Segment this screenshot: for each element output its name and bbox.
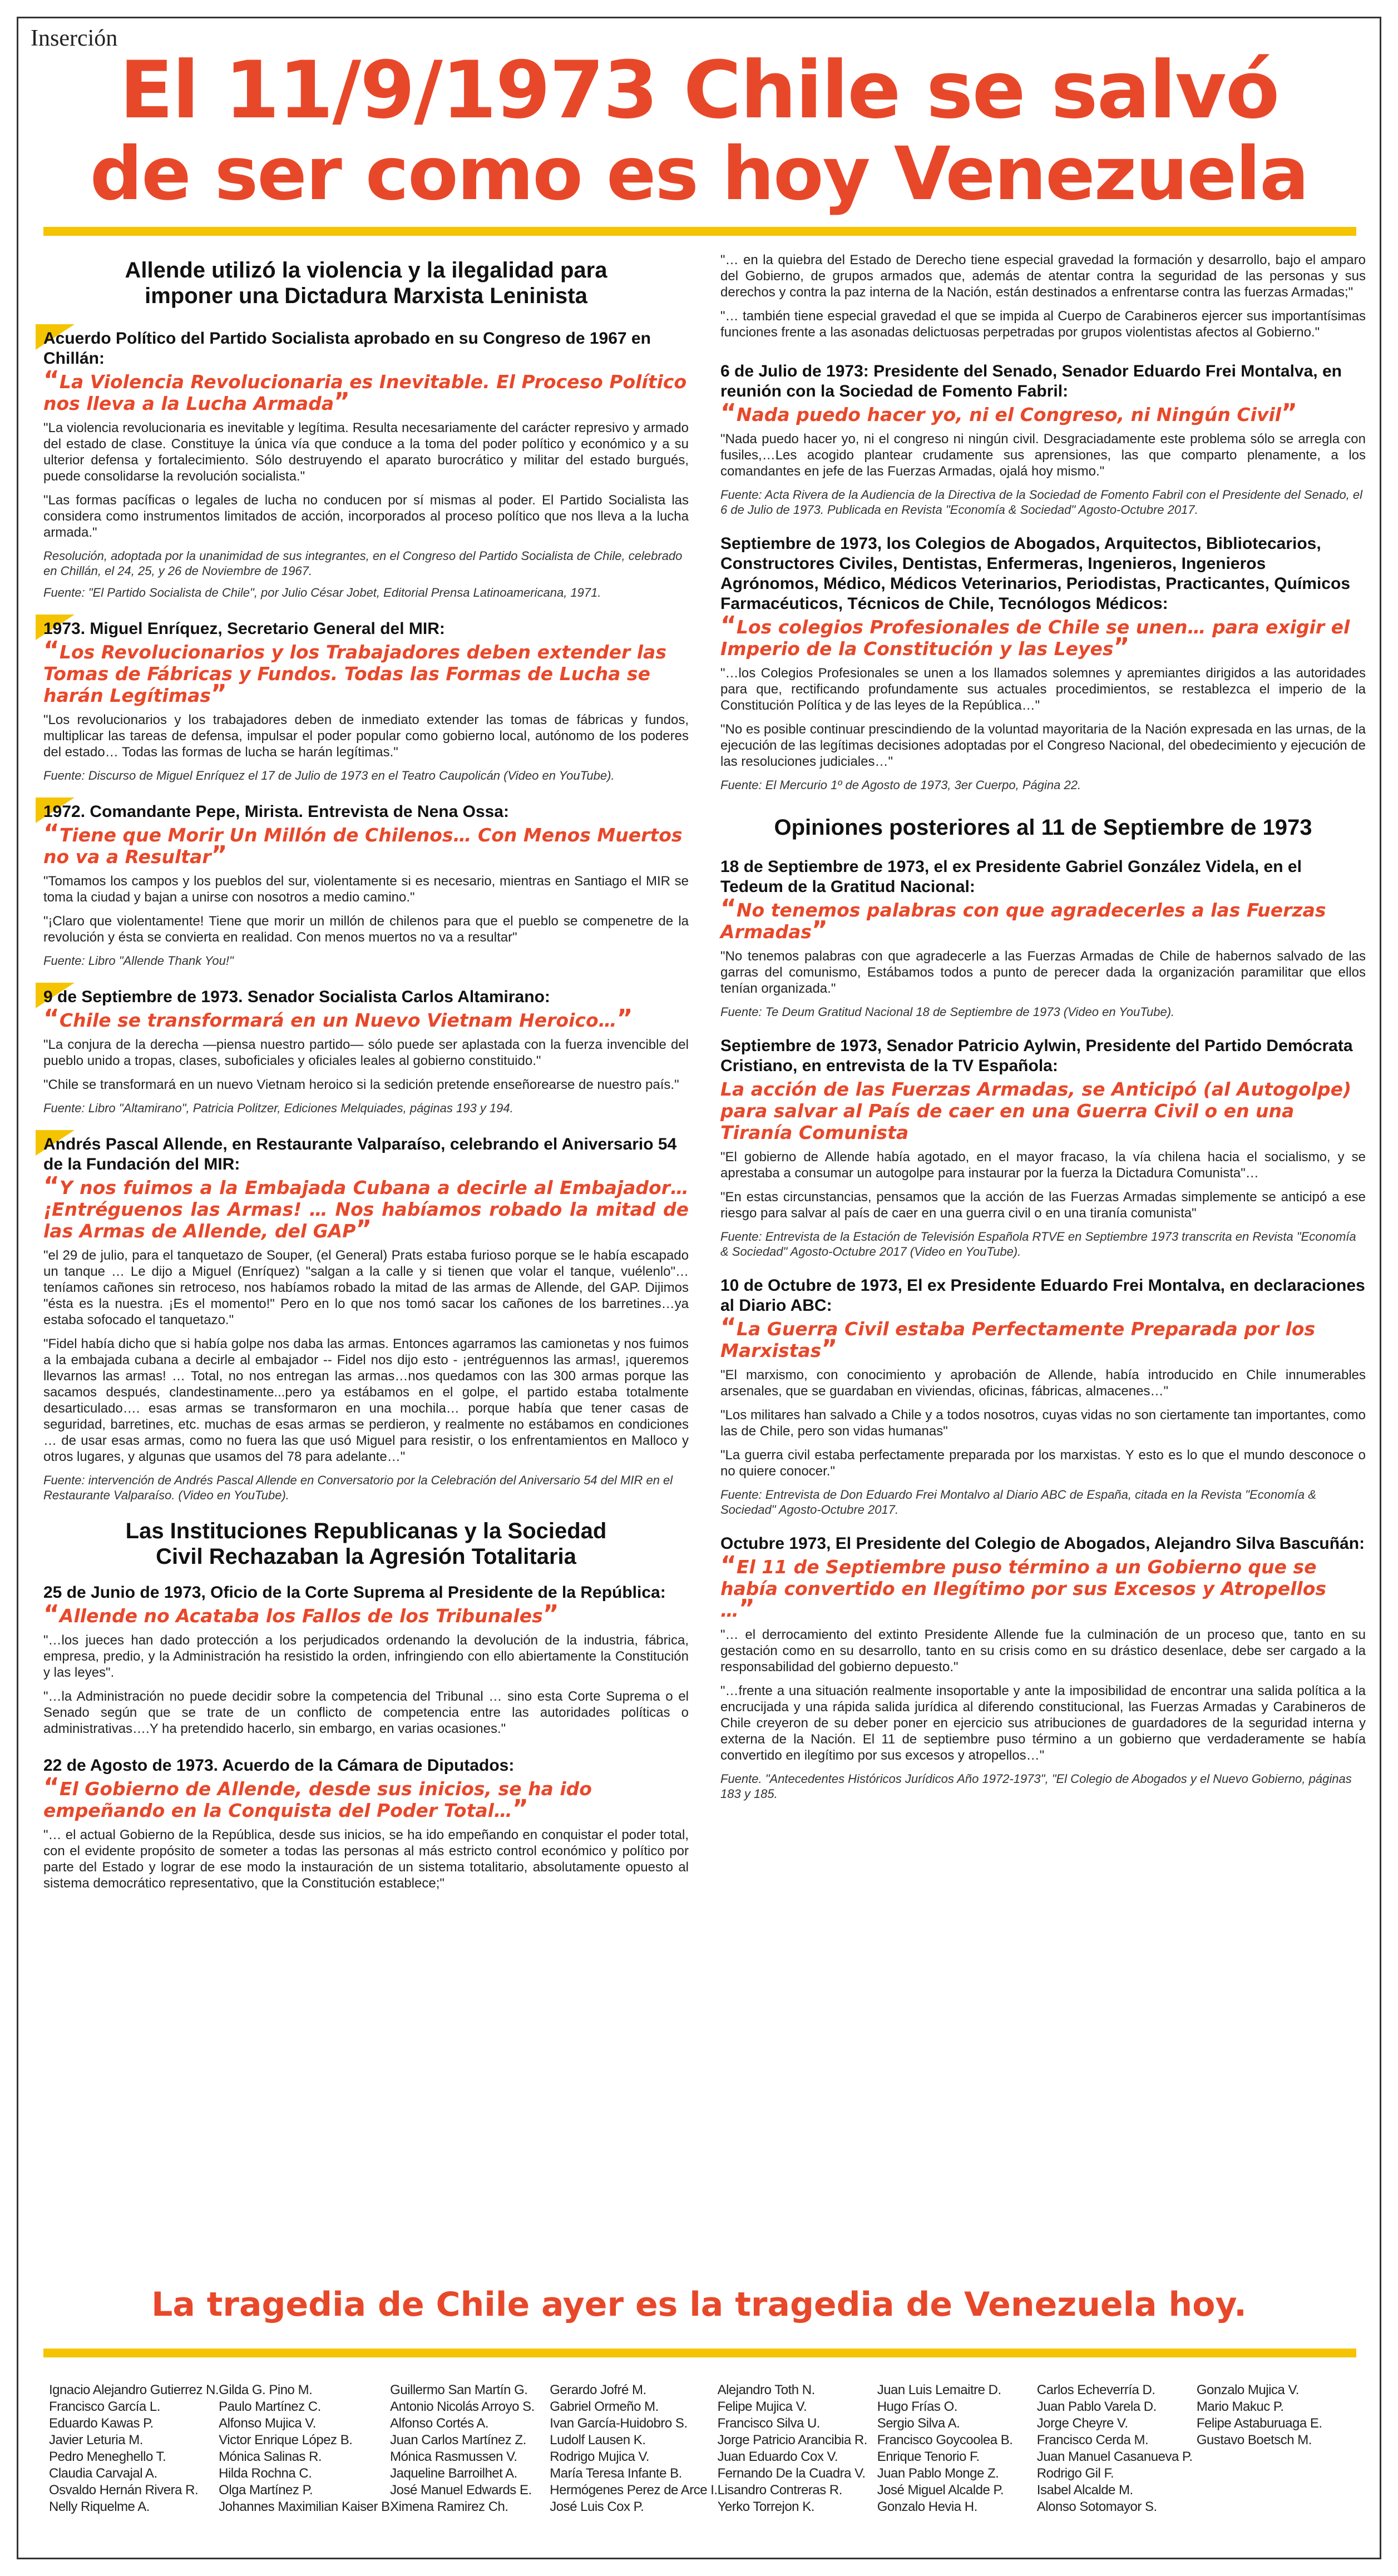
signature-name: Felipe Mujica V.	[717, 2399, 807, 2414]
signature-name: Mario Makuc P.	[1196, 2399, 1284, 2414]
signature-name: Jorge Cheyre V.	[1036, 2416, 1128, 2431]
signature-column	[1197, 2382, 1356, 2515]
top-divider	[43, 227, 1356, 236]
signature-name: Ludolf Lausen K.	[550, 2433, 646, 2448]
insercion-label: Inserción	[31, 26, 118, 51]
right-column	[720, 252, 1366, 1808]
block-heading: 22 de Agosto de 1973. Acuerdo de la Cámara de Diputados:	[43, 1756, 515, 1775]
block-frei-abc: 10 de Octubre de 1973, El ex Presidente Eduardo Frei Montalva, en declaraciones al Diario ABC: “La Guerra Civil estaba Perfectamente Preparada por los Marxistas” "El marxismo, con conocimiento y aprobación de Allende, había introducido en Chile innumerables arsenales, que se guardaban en viviendas, oficinas, fábricas, almacenes…" "Los militares han salvado a Chile y a todos nosotros, cuyas vidas no son ciertamente tan importantes, como las de Chile, pero son vidas humanas" "La guerra civil estaba perfectamente preparada por los marxistas. Y esto es lo que el mundo desconoce o no quiere conocer." Fuente: Entrevista de Don Eduardo Frei Montalvo al Diario ABC de España, citada en la Revista "Economía & Sociedad" Agosto-Octubre 2017.	[720, 1276, 1366, 1517]
block-comandante-pepe: 1972. Comandante Pepe, Mirista. Entrevista de Nena Ossa: “Tiene que Morir Un Millón de Chilenos… Con Menos Muertos no va a Resultar” "Tomamos los campos y los pueblos del sur, violentamente si es necesario, mientras en Santiago el MIR se toma la ciudad y bajan a unirse con nosotros a medio camino." "¡Claro que violentamente! Tiene que morir un millón de chilenos para que el pueblo se compenetre de la revolución y ésta se convierta en realidad. Con menos muertos no va a resultar" Fuente: Libro "Allende Thank You!"	[43, 802, 689, 968]
block-text: "Los revolucionarios y los trabajadores deben de inmediato extender las tomas de fábricas y fundos, multiplicar las tareas de defensa, impulsar el poder popular como gobierno local, autónomo de los poderes del estado… Todas las formas de lucha se harán legítimas."	[43, 712, 689, 760]
signature-name: Javier Leturia M.	[49, 2433, 143, 2448]
block-quote: Y nos fuimos a la Embajada Cubana a decirle al Embajador… ¡Entréguenos las Armas! … Nos habíamos robado la mitad de las Armas de Allende, del GAP	[43, 1177, 689, 1242]
signature-name: Yerko Torrejon K.	[717, 2499, 814, 2514]
block-source: Fuente: El Mercurio 1º de Agosto de 1973, 3er Cuerpo, Página 22.	[720, 778, 1081, 792]
signatures	[49, 2382, 1356, 2515]
block-quote: El 11 de Septiembre puso término a un Gobierno que se había convertido en Ilegítimo por sus Excesos y Atropellos …	[720, 1556, 1327, 1621]
section-title-allende: Allende utilizó la violencia y la ilegalidad para imponer una Dictadura Marxista Leninista	[125, 258, 607, 308]
signature-name: José Luis Cox P.	[550, 2499, 644, 2514]
block-text: "Los militares han salvado a Chile y a todos nosotros, cuyas vidas no son ciertamente tan importantes, como las de Chile, pero son vidas humanas"	[720, 1408, 1366, 1439]
signature-name: Francisco Goycoolea B.	[877, 2433, 1013, 2448]
signature-name: Jorge Patricio Arancibia R.	[717, 2433, 867, 2448]
block-source: Fuente: Entrevista de Don Eduardo Frei Montalvo al Diario ABC de España, citada en la Revista "Economía & Sociedad" Agosto-Octubre 2017.	[720, 1488, 1316, 1517]
headline-line-1: El 11/9/1973 Chile se salvó	[119, 44, 1279, 136]
block-text: "…la Administración no puede decidir sobre la competencia del Tribunal … sino esta Corte Suprema o el Senado según que se trate de un conflicto de competencia entre las autoridades políticas o administrativas….Y ha pretendido hacerlo, sin embargo, en varias ocasiones."	[43, 1689, 689, 1736]
block-quote: Los colegios Profesionales de Chile se unen… para exigir el Imperio de la Constitución y las Leyes	[720, 616, 1350, 660]
signature-name: Rodrigo Mujica V.	[550, 2449, 649, 2464]
signature-name: Alejandro Toth N.	[717, 2382, 815, 2397]
signature-name: Francisco Cerda M.	[1036, 2433, 1149, 2448]
signature-name: Claudia Carvajal A.	[49, 2466, 157, 2481]
block-heading: Septiembre de 1973, Senador Patricio Aylwin, Presidente del Partido Demócrata Cristiano, en entrevista de la TV Española:	[720, 1037, 1353, 1075]
signature-name: Hermógenes Perez de Arce I.	[550, 2483, 718, 2498]
block-text: "Tomamos los campos y los pueblos del sur, violentamente si es necesario, mientras en Santiago el MIR se toma la ciudad y bajan a unirse con nosotros a medio camino."	[43, 874, 689, 905]
signature-name: Mónica Rasmussen V.	[390, 2449, 517, 2464]
signature-name: Guillermo San Martín G.	[390, 2382, 528, 2397]
signature-name: Juan Eduardo Cox V.	[717, 2449, 838, 2464]
left-column	[43, 252, 689, 1899]
block-text: "La violencia revolucionaria es inevitable y legítima. Resulta necesariamente del carácter represivo y armado del estado de clase. Constituye la única vía que conduce a la toma del poder político y económico y a su ulterior defensa y fortalecimiento. Sólo destruyendo el aparato burocrático y militar del estado burgués, puede consolidarse la revolución socialista."	[43, 420, 689, 484]
block-text: "El marxismo, con conocimiento y aprobación de Allende, había introducido en Chile innumerables arsenales, que se guardaban en viviendas, oficinas, fábricas, almacenes…"	[720, 1368, 1366, 1399]
block-enriquez: 1973. Miguel Enríquez, Secretario General del MIR: “Los Revolucionarios y los Trabajadores deben extender las Tomas de Fábricas y Fundos. Todas las Formas de Lucha se harán Legítimas” "Los revolucionarios y los trabajadores deben de inmediato extender las tomas de fábricas y fundos, multiplicar las tareas de defensa, impulsar el poder popular como gobierno local, autónomo de los poderes del estado… Todas las formas de lucha se harán legítimas." Fuente: Discurso de Miguel Enríquez el 17 de Julio de 1973 en el Teatro Caupolicán (Video en YouTube).	[43, 619, 689, 783]
signature-name: Juan Pablo Monge Z.	[877, 2466, 999, 2481]
block-source: Fuente: Acta Rivera de la Audiencia de la Directiva de la Sociedad de Fomento Fabril con el Presidente del Senado, el 6 de Julio de 1973. Publicada en Revista "Economía & Sociedad" Agosto-Octubre 2017.	[720, 488, 1363, 517]
signature-name: Jaqueline Barroilhet A.	[390, 2466, 517, 2481]
signature-column	[1037, 2382, 1197, 2515]
signature-name: Francisco Silva U.	[717, 2416, 820, 2431]
signature-name: Juan Manuel Casanueva P.	[1036, 2449, 1193, 2464]
block-text: "¡Claro que violentamente! Tiene que morir un millón de chilenos para que el pueblo se compenetre de la revolución y ésta se convierta en realidad. Con menos muertos no va a resultar"	[43, 914, 689, 945]
block-quote: La acción de las Fuerzas Armadas, se Anticipó (al Autogolpe) para salvar al País de caer en una Guerra Civil o en una Tiranía Comunista	[720, 1078, 1352, 1143]
block-text: "…los jueces han dado protección a los perjudicados ordenando la devolución de la industria, fábrica, empresa, predio, y la Administración ha resistido la orden, infringiendo con ello abiertamente la Constitución y las leyes".	[43, 1633, 689, 1680]
signature-name: Ignacio Alejandro Gutierrez N.	[49, 2382, 219, 2397]
signature-name: María Teresa Infante B.	[550, 2466, 682, 2481]
signature-name: Hugo Frías O.	[877, 2399, 957, 2414]
block-quote: Chile se transformará en un Nuevo Vietnam Heroico…	[59, 1009, 617, 1031]
signature-column	[49, 2382, 219, 2515]
block-heading: 9 de Septiembre de 1973. Senador Socialista Carlos Altamirano:	[43, 988, 550, 1006]
block-colegios-profesionales: Septiembre de 1973, los Colegios de Abogados, Arquitectos, Bibliotecarios, Constructores Civiles, Dentistas, Enfermeras, Ingenieros, Ingenieros Agrónomos, Médico, Médicos Veterinarios, Periodistas, Practicantes, Químicos Farmacéuticos, Técnicos de Chile, Tecnólogos Médicos: “Los colegios Profesionales de Chile se unen… para exigir el Imperio de la Constitución y las Leyes” "…los Colegios Profesionales se unen a los llamados solemnes y apremiantes dirigidos a las autoridades para que, rectificando profundamente sus actuales procedimientos, se restablezca el imperio de la Constitución Política y de las leyes de la República…" "No es posible continuar prescindiendo de la voluntad mayoritaria de la Nación expresada en las urnas, de la ejecución de las legítimas decisiones adoptadas por el Congreso Nacional, del obedecimiento y ejecución de las resoluciones judiciales…" Fuente: El Mercurio 1º de Agosto de 1973, 3er Cuerpo, Página 22.	[720, 534, 1366, 792]
block-source: Fuente: "El Partido Socialista de Chile", por Julio César Jobet, Editorial Prensa Latinoamericana, 1971.	[43, 586, 601, 600]
block-text: "Fidel había dicho que si había golpe nos daba las armas. Entonces agarramos las camionetas y nos fuimos a la embajada cubana a decirle al embajador -- Fidel nos dijo esto - ¡entréguennos las armas!, ¡queremos llevarnos las armas! … Total, no nos entregan las armas…nos quedamos con las 300 armas porque las sacamos después, clandestinamente...pero ya estábamos en el golpe, el partido estaba totalmente desarticulado…. esas armas se transformaron en una mochila… porque había que tener casas de seguridad, barretines, etc. muchas de esas armas se perdieron, y realmente no estábamos en condiciones … de usar esas armas, como no fuera las que usó Miguel para resistir, o los enfrentamientos en Malloco y otros lugares, y algunas que usamos del 78 para adelante…"	[43, 1336, 689, 1464]
signature-name: Ximena Ramirez Ch.	[390, 2499, 508, 2514]
block-heading: 1973. Miguel Enríquez, Secretario General del MIR:	[43, 620, 445, 638]
block-heading: Septiembre de 1973, los Colegios de Abogados, Arquitectos, Bibliotecarios, Constructores Civiles, Dentistas, Enfermeras, Ingenieros, Ingenieros Agrónomos, Médico, Médicos Veterinarios, Periodistas, Practicantes, Químicos Farmacéuticos, Técnicos de Chile, Tecnólogos Médicos:	[720, 534, 1351, 613]
signature-name: Gustavo Boetsch M.	[1196, 2433, 1312, 2448]
block-source: Fuente: Libro "Allende Thank You!"	[43, 954, 234, 968]
block-text: "el 29 de julio, para el tanquetazo de Souper, (el General) Prats estaba furioso porque se le había escapado un tanque … Le dijo a Miguel (Enríquez) "salgan a la calle y si tienen que volar el tanque, vuélenlo"… teníamos cañones sin retroceso, nos habíamos robado la mitad de las armas de Allende, del GAP. Dijimos "ésta es la nuestra. ¡Es el momento!" Pero en lo que nos tomó sacar los cañones de los barretines…ya estaba sofocado el tanquetazo."	[43, 1248, 689, 1327]
block-quote: La Violencia Revolucionaria es Inevitable. El Proceso Político nos lleva a la Lucha Armada	[43, 371, 687, 414]
signature-column	[550, 2382, 717, 2515]
signature-name: Gerardo Jofré M.	[550, 2382, 646, 2397]
signature-name: Victor Enrique López B.	[219, 2433, 353, 2448]
block-frei-sofofa: 6 de Julio de 1973: Presidente del Senado, Senador Eduardo Frei Montalva, en reunión con la Sociedad de Fomento Fabril: “Nada puedo hacer yo, ni el Congreso, ni Ningún Civil” "Nada puedo hacer yo, ni el congreso ni ningún civil. Desgraciadamente este problema sólo se arregla con fusiles,…Les acogido plantear crudamente sus aprensiones, las que comparto plenamente, a los comandantes en jefe de las Fuerzas Armadas, ojalá hoy mismo." Fuente: Acta Rivera de la Audiencia de la Directiva de la Sociedad de Fomento Fabril con el Presidente del Senado, el 6 de Julio de 1973. Publicada en Revista "Economía & Sociedad" Agosto-Octubre 2017.	[720, 362, 1366, 517]
block-quote: Tiene que Morir Un Millón de Chilenos… Con Menos Muertos no va a Resultar	[43, 824, 683, 868]
block-quote: Allende no Acataba los Fallos de los Tribunales	[59, 1605, 543, 1627]
block-source: Fuente: Discurso de Miguel Enríquez el 17 de Julio de 1973 en el Teatro Caupolicán (Video en YouTube).	[43, 769, 615, 782]
block-text: "El gobierno de Allende había agotado, en el mayor fracaso, la vía chilena hacia el socialismo, y se aprestaba a consumar un autogolpe para instaurar por la fuerza la Dictadura Comunista"…	[720, 1150, 1366, 1181]
section-title-opiniones: Opiniones posteriores al 11 de Septiembre de 1973	[774, 815, 1312, 840]
block-source: Fuente: Te Deum Gratitud Nacional 18 de Septiembre de 1973 (Video en YouTube).	[720, 1005, 1175, 1019]
block-text: "… el derrocamiento del extinto Presidente Allende fue la culminación de un proceso que, tanto en su gestación como en su desarrollo, tanto en su crisis como en su drástico desenlace, debe ser cargado a la responsabilidad del gobierno depuesto."	[720, 1627, 1366, 1675]
block-source: Fuente: intervención de Andrés Pascal Allende en Conversatorio por la Celebración del Aniversario 54 del MIR en el Restaurante Valparaíso. (Video en YouTube).	[43, 1473, 673, 1502]
signature-name: Juan Luis Lemaitre D.	[877, 2382, 1001, 2397]
headline-line-2: de ser como es hoy Venezuela	[90, 131, 1308, 217]
block-quote: Nada puedo hacer yo, ni el Congreso, ni Ningún Civil	[736, 404, 1282, 425]
block-source: Fuente. "Antecedentes Históricos Jurídicos Año 1972-1973", "El Colegio de Abogados y el Nuevo Gobierno, páginas 183 y 185.	[720, 1772, 1352, 1801]
block-text: "…frente a una situación realmente insoportable y ante la imposibilidad de encontrar una salida política a la encrucijada y una rápida salida jurídica al diferendo constitucional, las Fuerzas Armadas y Carabineros de Chile creyeron de su deber poner en ejercicio sus atribuciones de guardadores de la seguridad interna y externa de la Nación. El 11 de septiembre puso término a un gobierno que verdaderamente se había convertido en ilegítimo por sus excesos y atropellos…"	[720, 1683, 1366, 1763]
block-text: "… el actual Gobierno de la República, desde sus inicios, se ha ido empeñando en conquistar el poder total, con el evidente propósito de someter a todas las personas al más estricto control económico y político por parte del Estado y lograr de ese modo la instauración de un sistema totalitario, absolutamente opuesto al sistema democrático representativo, que la Constitución establece;"	[43, 1827, 689, 1891]
signature-name: Gonzalo Mujica V.	[1196, 2382, 1299, 2397]
signature-name: Olga Martínez P.	[219, 2483, 313, 2498]
block-pascal-allende: Andrés Pascal Allende, en Restaurante Valparaíso, celebrando el Aniversario 54 de la Fundación del MIR: “Y nos fuimos a la Embajada Cubana a decirle al Embajador… ¡Entréguenos las Armas! … Nos habíamos robado la mitad de las Armas de Allende, del GAP” "el 29 de julio, para el tanquetazo de Souper, (el General) Prats estaba furioso porque se le había escapado un tanque … Le dijo a Miguel (Enríquez) "salgan a la calle y si tienen que volar el tanque, vuélenlo"… teníamos cañones sin retroceso, nos habíamos robado la mitad de las armas de Allende, del GAP. Dijimos "ésta es la nuestra. ¡Es el momento!" Pero en lo que nos tomó sacar los cañones de los barretines…ya estaba sofocado el tanquetazo." "Fidel había dicho que si había golpe nos daba las armas. Entonces agarramos las camionetas y nos fuimos a la embajada cubana a decirle al embajador -- Fidel nos dijo esto - ¡entréguennos las armas!, ¡queremos llevarnos las armas! … Total, no nos entregan las armas…nos quedamos con las 300 armas porque las sacamos después, clandestinamente...pero ya estábamos en el golpe, el partido estaba totalmente desarticulado…. esas armas se transformaron en una mochila… porque había que tener casas de seguridad, barretines, etc. muchas de esas armas se perdieron, y realmente no estábamos en condiciones … de usar esas armas, como no fuera las que usó Miguel para resistir, o los enfrentamientos en Malloco y otros lugares, y algunas que usamos del 78 para adelante…" Fuente: intervención de Andrés Pascal Allende en Conversatorio por la Celebración del Aniversario 54 del MIR en el Restaurante Valparaíso. (Video en YouTube).	[43, 1135, 689, 1503]
signature-column	[219, 2382, 393, 2515]
signature-name: Sergio Silva A.	[877, 2416, 960, 2431]
newspaper-insert	[17, 17, 1381, 2559]
signature-name: Felipe Astaburuaga E.	[1196, 2416, 1322, 2431]
block-text: "… también tiene especial gravedad el que se impida al Cuerpo de Carabineros ejercer sus importantísimas funciones frente a las asonadas delictuosas perpetradas por grupos violentistas afectos al Gobierno."	[720, 309, 1366, 340]
block-heading: 10 de Octubre de 1973, El ex Presidente Eduardo Frei Montalva, en declaraciones al Diario ABC:	[720, 1276, 1365, 1315]
block-corte-suprema: 25 de Junio de 1973, Oficio de la Corte Suprema al Presidente de la República: “Allende no Acataba los Fallos de los Tribunales” "…los jueces han dado protección a los perjudicados ordenando la devolución de la industria, fábrica, empresa, predio, y la Administración ha resistido la orden, infringiendo con ello abiertamente la Constitución y las leyes". "…la Administración no puede decidir sobre la competencia del Tribunal … sino esta Corte Suprema o el Senado según que se trate de un conflicto de competencia entre las autoridades políticas o administrativas….Y ha pretendido hacerlo, sin embargo, en varias ocasiones."	[43, 1583, 689, 1736]
block-text: "No tenemos palabras con que agradecerle a las Fuerzas Armadas de Chile de habernos salvado de las garras del comunismo, Estábamos todos a punto de perecer dada la organización paramilitar que ellos tenían organizada."	[720, 949, 1366, 996]
block-heading: Octubre 1973, El Presidente del Colegio de Abogados, Alejandro Silva Bascuñán:	[720, 1534, 1365, 1553]
signature-name: Enrique Tenorio F.	[877, 2449, 980, 2464]
block-altamirano: 9 de Septiembre de 1973. Senador Socialista Carlos Altamirano: “Chile se transformará en un Nuevo Vietnam Heroico…” "La conjura de la derecha —piensa nuestro partido— sólo puede ser aplastada con la fuerza invencible del pueblo unido a tropas, clases, suboficiales y oficiales leales al gobierno constituido." "Chile se transformará en un nuevo Vietnam heroico si la sedición pretende enseñorearse de nuestro país." Fuente: Libro "Altamirano", Patricia Politzer, Ediciones Melquiades, páginas 193 y 194.	[43, 987, 689, 1116]
block-quote: No tenemos palabras con que agradecerles a las Fuerzas Armadas	[720, 899, 1326, 943]
signature-name: Johannes Maximilian Kaiser B.	[219, 2499, 393, 2514]
signature-name: Osvaldo Hernán Rivera R.	[49, 2483, 199, 2498]
signature-name: Lisandro Contreras R.	[717, 2483, 842, 2498]
signature-name: Juan Pablo Varela D.	[1036, 2399, 1157, 2414]
block-quote: La Guerra Civil estaba Perfectamente Preparada por los Marxistas	[720, 1318, 1316, 1361]
block-text: "La guerra civil estaba perfectamente preparada por los marxistas. Y esto es lo que el mundo desconoce o no quiere conocer."	[720, 1448, 1366, 1479]
block-text: "Nada puedo hacer yo, ni el congreso ni ningún civil. Desgraciadamente este problema sólo se arregla con fusiles,…Les acogido plantear crudamente sus aprensiones, las que comparto plenamente, a los comandantes en jefe de las Fuerzas Armadas, ojalá hoy mismo."	[720, 432, 1366, 479]
block-heading: Andrés Pascal Allende, en Restaurante Valparaíso, celebrando el Aniversario 54 de la Fundación del MIR:	[43, 1135, 677, 1173]
signature-name: Ivan García-Huidobro S.	[550, 2416, 688, 2431]
block-source: Fuente: Entrevista de la Estación de Televisión Española RTVE en Septiembre 1973 transcrita en Revista "Economía & Sociedad" Agosto-Octubre 2017 (Video en YouTube).	[720, 1230, 1356, 1259]
signature-name: José Manuel Edwards E.	[390, 2483, 532, 2498]
block-text: "Chile se transformará en un nuevo Vietnam heroico si la sedición pretende enseñorearse de nuestro país."	[43, 1077, 679, 1092]
signature-name: Hilda Rochna C.	[219, 2466, 312, 2481]
block-source: Fuente: Libro "Altamirano", Patricia Politzer, Ediciones Melquiades, páginas 193 y 194.	[43, 1101, 513, 1115]
block-text: "En estas circunstancias, pensamos que la acción de las Fuerzas Armadas simplemente se anticipó a ese riesgo para salvar al país de caer en una guerra civil o en una tiranía comunista"	[720, 1190, 1366, 1221]
signature-name: Fernando De la Cuadra V.	[717, 2466, 866, 2481]
signature-name: José Miguel Alcalde P.	[877, 2483, 1004, 2498]
block-heading: 25 de Junio de 1973, Oficio de la Corte Suprema al Presidente de la República:	[43, 1583, 666, 1602]
block-text: "Las formas pacíficas o legales de lucha no conducen por sí mismas al poder. El Partido Socialista las considera como instrumentos limitados de acción, incorporados al proceso político que nos lleva a la lucha armada."	[43, 493, 689, 540]
section-title-instituciones: Las Instituciones Republicanas y la Sociedad Civil Rechazaban la Agresión Totalitaria	[125, 1519, 607, 1569]
signature-name: Paulo Martínez C.	[219, 2399, 321, 2414]
signature-name: Juan Carlos Martínez Z.	[390, 2433, 526, 2448]
signature-column	[877, 2382, 1037, 2515]
signature-name: Mónica Salinas R.	[219, 2449, 322, 2464]
block-gonzalez-videla: 18 de Septiembre de 1973, el ex Presidente Gabriel González Videla, en el Tedeum de la Gratitud Nacional: “No tenemos palabras con que agradecerles a las Fuerzas Armadas” "No tenemos palabras con que agradecerle a las Fuerzas Armadas de Chile de habernos salvado de las garras del comunismo, Estábamos todos a punto de perecer dada la organización paramilitar que ellos tenían organizada." Fuente: Te Deum Gratitud Nacional 18 de Septiembre de 1973 (Video en YouTube).	[720, 858, 1366, 1019]
block-heading: Acuerdo Político del Partido Socialista aprobado en su Congreso de 1967 en Chillán:	[43, 329, 651, 368]
signature-name: Alfonso Cortés A.	[390, 2416, 489, 2431]
signature-name: Alfonso Mujica V.	[219, 2416, 316, 2431]
signature-name: Eduardo Kawas P.	[49, 2416, 154, 2431]
block-camara-diputados: 22 de Agosto de 1973. Acuerdo de la Cámara de Diputados: “El Gobierno de Allende, desde sus inicios, se ha ido empeñando en la Conquista del Poder Total…” "… el actual Gobierno de la República, desde sus inicios, se ha ido empeñando en conquistar el poder total, con el evidente propósito de someter a todas las personas al más estricto control económico y político por parte del Estado y lograr de ese modo la instauración de un sistema totalitario, absolutamente opuesto al sistema democrático representativo, que la Constitución establece;"	[43, 1756, 689, 1891]
block-heading: 6 de Julio de 1973: Presidente del Senado, Senador Eduardo Frei Montalva, en reunión con la Sociedad de Fomento Fabril:	[720, 362, 1342, 400]
block-heading: 18 de Septiembre de 1973, el ex Presidente Gabriel González Videla, en el Tedeum de la Gratitud Nacional:	[720, 858, 1302, 896]
signature-name: Gonzalo Hevia H.	[877, 2499, 977, 2514]
block-text: "La conjura de la derecha —piensa nuestro partido— sólo puede ser aplastada con la fuerza invencible del pueblo unido a tropas, clases, suboficiales y oficiales leales al gobierno constituido."	[43, 1037, 689, 1068]
bottom-divider	[43, 2349, 1356, 2357]
signature-name: Carlos Echeverría D.	[1036, 2382, 1155, 2397]
signature-name: Francisco García L.	[49, 2399, 160, 2414]
block-note: Resolución, adoptada por la unanimidad de sus integrantes, en el Congreso del Partido Socialista de Chile, celebrado en Chillán, el 24, 25, y 26 de Noviembre de 1967.	[43, 549, 683, 578]
block-aylwin	[720, 1036, 1366, 1259]
signature-name: Nelly Riquelme A.	[49, 2499, 150, 2514]
footer-slogan: La tragedia de Chile ayer es la tragedia de Venezuela hoy.	[151, 2285, 1247, 2324]
signature-name: Rodrigo Gil F.	[1036, 2466, 1114, 2481]
block-quote: El Gobierno de Allende, desde sus inicios, se ha ido empeñando en la Conquista del Poder Total…	[43, 1778, 592, 1821]
block-text: "…los Colegios Profesionales se unen a los llamados solemnes y apremiantes dirigidos a las autoridades para que, rectificando profundamente sus actuales procedimientos, se restablezca el imperio de la Constitución Política y de las leyes de la República…"	[720, 666, 1366, 713]
signature-column	[390, 2382, 550, 2515]
block-text: "… en la quiebra del Estado de Derecho tiene especial gravedad la formación y desarrollo, bajo el amparo del Gobierno, de grupos armados que, además de atentar contra la seguridad de las personas y sus derechos y contra la paz interna de la Nación, están destinados a enfrentarse contra las fuerzas Armadas;"	[720, 252, 1366, 300]
signature-column	[718, 2382, 877, 2515]
signature-name: Pedro Meneghello T.	[49, 2449, 166, 2464]
block-camara-continued	[720, 252, 1366, 340]
signature-name: Alonso Sotomayor S.	[1036, 2499, 1157, 2514]
block-heading: 1972. Comandante Pepe, Mirista. Entrevista de Nena Ossa:	[43, 802, 509, 821]
block-quote: Los Revolucionarios y los Trabajadores deben extender las Tomas de Fábricas y Fundos. Todas las Formas de Lucha se harán Legítimas	[43, 641, 666, 706]
block-ps-1967: Acuerdo Político del Partido Socialista aprobado en su Congreso de 1967 en Chillán: “La Violencia Revolucionaria es Inevitable. El Proceso Político nos lleva a la Lucha Armada” "La violencia revolucionaria es inevitable y legítima. Resulta necesariamente del carácter represivo y armado del estado de clase. Constituye la única vía que conduce a la toma del poder político y económico y a su ulterior defensa y fortalecimiento. Sólo destruyendo el aparato burocrático y militar del estado burgués, puede consolidarse la revolución socialista." "Las formas pacíficas o legales de lucha no conducen por sí mismas al poder. El Partido Socialista las considera como instrumentos limitados de acción, incorporados al proceso político que nos lleva a la lucha armada." Resolución, adoptada por la unanimidad de sus integrantes, en el Congreso del Partido Socialista de Chile, celebrado en Chillán, el 24, 25, y 26 de Noviembre de 1967. Fuente: "El Partido Socialista de Chile", por Julio César Jobet, Editorial Prensa Latinoamericana, 1971.	[43, 329, 689, 600]
block-text: "No es posible continuar prescindiendo de la voluntad mayoritaria de la Nación expresada en las urnas, de la ejecución de las legítimas decisiones adoptadas por el Congreso Nacional, del obedecimiento y ejecución de las resoluciones judiciales…"	[720, 722, 1366, 769]
block-silva-bascunan: Octubre 1973, El Presidente del Colegio de Abogados, Alejandro Silva Bascuñán: “El 11 de Septiembre puso término a un Gobierno que se había convertido en Ilegítimo por sus Excesos y Atropellos …” "… el derrocamiento del extinto Presidente Allende fue la culminación de un proceso que, tanto en su gestación como en su desarrollo, tanto en su crisis como en su drástico desenlace, debe ser cargado a la responsabilidad del gobierno depuesto." "…frente a una situación realmente insoportable y ante la imposibilidad de encontrar una salida política a la encrucijada y una rápida salida jurídica al diferendo constitucional, las Fuerzas Armadas y Carabineros de Chile creyeron de su deber poner en ejercicio sus atribuciones de guardadores de la seguridad interna y externa de la Nación. El 11 de septiembre puso término a un gobierno que verdaderamente se había convertido en ilegítimo por sus excesos y atropellos…" Fuente. "Antecedentes Históricos Jurídicos Año 1972-1973", "El Colegio de Abogados y el Nuevo Gobierno, páginas 183 y 185.	[720, 1534, 1366, 1801]
signature-name: Isabel Alcalde M.	[1036, 2483, 1133, 2498]
signature-name: Gabriel Ormeño M.	[550, 2399, 659, 2414]
signature-name: Antonio Nicolás Arroyo S.	[390, 2399, 535, 2414]
signature-name: Gilda G. Pino M.	[219, 2382, 313, 2397]
